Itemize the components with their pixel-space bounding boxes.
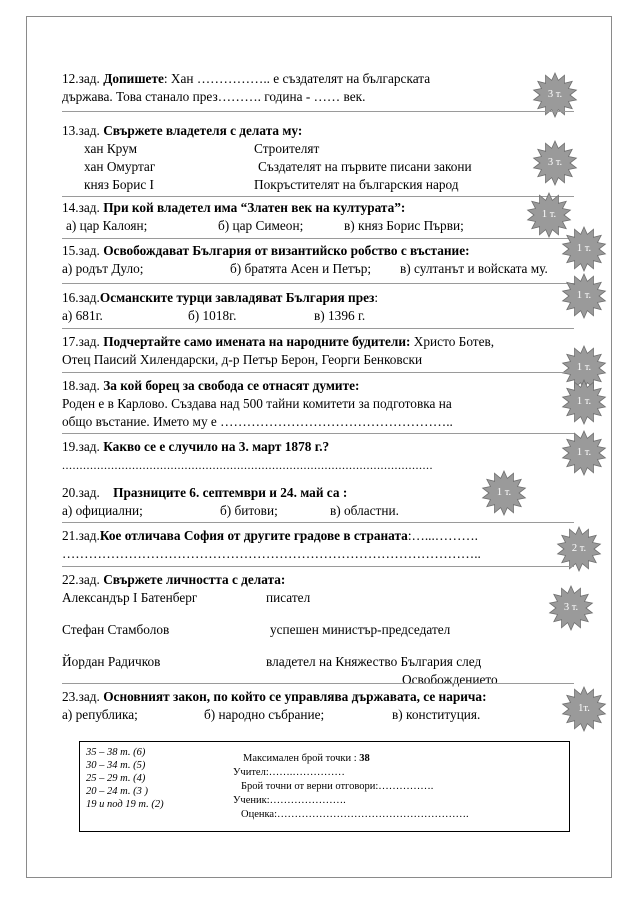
option-c: в) конституция. (392, 707, 481, 722)
task-label: Османските турци завладяват България през (99, 290, 375, 305)
task-number: 23.зад. (62, 689, 100, 704)
task-number: 17.зад. (62, 334, 100, 349)
scale-row: 20 – 24 т. (3 ) (86, 786, 148, 797)
max-points-label: Максимален брой точки : (243, 753, 360, 764)
option-a: а) цар Калоян; (66, 218, 148, 233)
task-number: 15.зад. (62, 243, 100, 258)
task-label: Подчертайте само имената на народните будители: (103, 334, 411, 349)
task-13 (62, 122, 570, 194)
option-b: б) цар Симеон; (218, 218, 304, 233)
ruler-item: княз Борис I (84, 177, 154, 192)
grading-scale (86, 746, 164, 811)
task-number: 20.зад. (62, 485, 100, 500)
task-text-line3: общо въстание. Името му е …………………………………………….. (62, 414, 453, 429)
divider (62, 111, 574, 112)
deed-item: владетел на Княжество България след (266, 654, 482, 669)
points-badge-15: 1 т. (561, 226, 607, 272)
task-text: :…...………. (407, 528, 479, 543)
answer-line: .......................................................................................................... (62, 458, 433, 472)
scale-row: 25 – 29 т. (4) (86, 773, 146, 784)
divider (62, 522, 574, 523)
task-number: 16.зад. (62, 290, 100, 305)
task-number: 19.зад. (62, 439, 100, 454)
ruler-item: хан Крум (84, 141, 138, 156)
task-label: Кое отличава София от другите градове в страната (99, 528, 408, 543)
teacher-field: Учител:…….…………… (233, 767, 345, 778)
task-22 (62, 571, 570, 689)
points-badge-19: 1 т. (561, 430, 607, 476)
task-19 (62, 438, 570, 474)
task-number: 21.зад. (62, 528, 100, 543)
task-14 (62, 199, 570, 235)
task-number: 12.зад. (62, 71, 100, 86)
task-label: Какво се е случило на 3. март 1878 г.? (103, 439, 330, 454)
deed-item: успешен министър-председател (270, 622, 451, 637)
option-b: б) 1018г. (188, 308, 237, 323)
task-17 (62, 333, 570, 369)
task-label: За кой борец за свобода се отнасят думите: (103, 378, 360, 393)
divider (62, 566, 574, 567)
points-badge-12: 3 т. (532, 72, 578, 118)
deed-item-cont: Освобождението (402, 672, 498, 687)
option-b: б) народно събрание; (204, 707, 325, 722)
grade-field: Оценка:………………………………………………. (241, 809, 469, 820)
points-badge-16: 1 т. (561, 273, 607, 319)
task-18 (62, 377, 570, 431)
task-number: 18.зад. (62, 378, 100, 393)
task-label: Освобождават България от византийско робство с въстание: (103, 243, 470, 258)
task-12 (62, 70, 570, 106)
deed-item: Създателят на първите писани закони (258, 159, 472, 174)
answer-line: ………………………………………………………………………………….. (62, 546, 481, 561)
task-15 (62, 242, 570, 278)
divider (62, 196, 574, 197)
task-label: Основният закон, по който се управлява държавата, се нарича: (103, 689, 487, 704)
person-item: Стефан Стамболов (62, 622, 170, 637)
person-item: Александър I Батенберг (62, 590, 198, 605)
task-label: При кой владетел има “Златен век на културата”: (103, 200, 406, 215)
option-c: в) княз Борис Първи; (344, 218, 464, 233)
task-colon: : (374, 290, 379, 305)
task-21 (62, 527, 570, 563)
deed-item: писател (266, 590, 311, 605)
person-item: Йордан Радичков (62, 654, 161, 669)
task-label: Свържете личността с делата: (103, 572, 286, 587)
scale-row: 19 и под 19 т. (2) (86, 799, 164, 810)
task-text: : Хан …………….. е създателят на българската (163, 71, 431, 86)
divider (62, 283, 574, 284)
points-badge-22: 3 т. (548, 585, 594, 631)
option-b: б) битови; (220, 503, 278, 518)
max-points-value: 38 (359, 753, 370, 764)
points-badge-21: 2 т. (556, 526, 602, 572)
option-a: а) официални; (62, 503, 143, 518)
divider (62, 372, 574, 373)
option-c: в) 1396 г. (314, 308, 366, 323)
task-label: Празниците 6. септември и 24. май са : (113, 485, 348, 500)
task-23 (62, 688, 570, 724)
points-badge-17: 1 т. (561, 345, 607, 391)
points-badge-13: 3 т. (532, 140, 578, 186)
task-number: 13.зад. (62, 123, 100, 138)
student-field: Ученик:…………………. (233, 795, 346, 806)
points-badge-18: 1 т. (561, 379, 607, 425)
divider (62, 328, 574, 329)
scale-row: 35 – 38 т. (6) (86, 747, 146, 758)
option-c: в) областни. (330, 503, 399, 518)
option-a: а) родът Дуло; (62, 261, 144, 276)
deed-item: Покръстителят на българския народ (254, 177, 459, 192)
option-c: в) султанът и войската му. (400, 261, 548, 276)
task-number: 22.зад. (62, 572, 100, 587)
option-a: а) 681г. (62, 308, 103, 323)
points-badge-20: 1 т. (481, 470, 527, 516)
task-number: 14.зад. (62, 200, 100, 215)
divider (62, 683, 574, 684)
correct-answers-field: Брой точни от верни отговори:……………. (241, 781, 434, 792)
option-a: а) република; (62, 707, 138, 722)
ruler-item: хан Омуртаг (84, 159, 156, 174)
deed-item: Строителят (254, 141, 320, 156)
divider (62, 238, 574, 239)
task-label: Допишете (103, 71, 164, 86)
points-badge-23: 1т. (561, 686, 607, 732)
points-badge-14: 1 т. (526, 192, 572, 238)
task-label: Свържете владетеля с делата му: (103, 123, 303, 138)
score-info (233, 752, 563, 822)
task-text: Христо Ботев, (410, 334, 495, 349)
option-b: б) братята Асен и Петър; (230, 261, 372, 276)
task-text-line2: Отец Паисий Хилендарски, д-р Петър Берон, Георги Бенковски (62, 352, 423, 367)
divider (62, 433, 574, 434)
task-text-line2: Роден е в Карлово. Създава над 500 тайни комитети за подготовка на (62, 396, 452, 411)
task-text-line2: държава. Това станало през………. година - …… век. (62, 89, 366, 104)
task-16 (62, 289, 570, 325)
scale-row: 30 – 34 т. (5) (86, 760, 146, 771)
